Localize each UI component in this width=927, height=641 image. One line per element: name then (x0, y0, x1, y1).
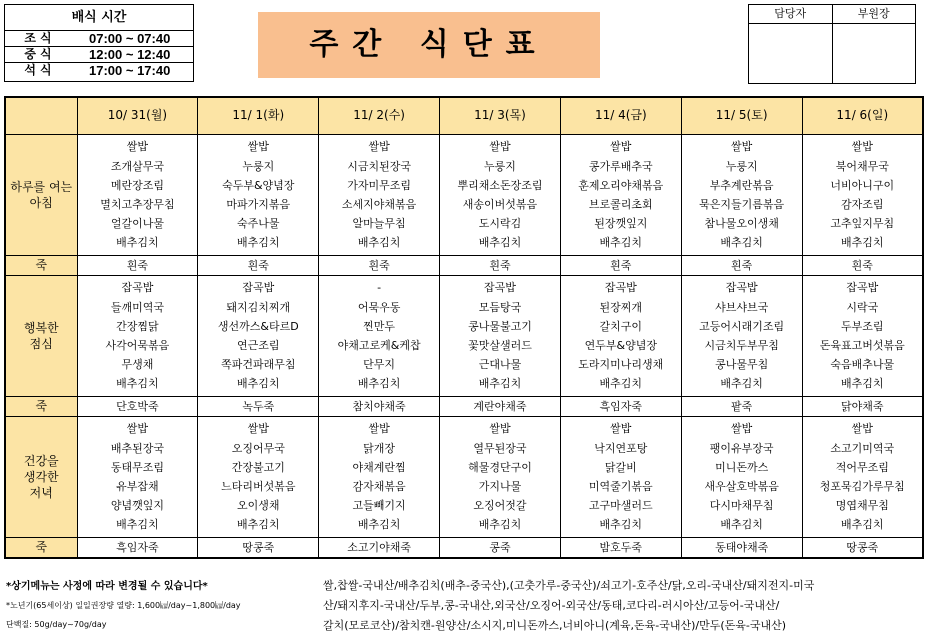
menu-item: 쌀밥 (368, 422, 390, 436)
menu-item: 오이생채 (237, 499, 280, 513)
porridge-cell: 흰죽 (319, 256, 440, 276)
menu-item: 부추계란볶음 (709, 178, 774, 192)
porridge-cell: 흰죽 (198, 256, 319, 276)
menu-item: 무생채 (121, 358, 154, 372)
menu-item: 훈제오리야채볶음 (578, 178, 664, 192)
day-header: 11/ 2(수) (319, 97, 440, 135)
menu-item: 배추김치 (841, 377, 884, 391)
menu-item: 배추김치 (237, 518, 280, 532)
menu-item: 쌀밥 (368, 140, 390, 154)
menu-item: 알마늘무침 (352, 217, 406, 231)
meal-label-line: 행복한 (23, 321, 59, 335)
menu-item: 배추김치 (478, 518, 522, 532)
porridge-row-dinner (5, 538, 923, 559)
menu-item: 쌀밥 (610, 422, 632, 436)
menu-item: 배추김치 (841, 236, 884, 250)
serving-time-box (4, 4, 194, 82)
menu-item: 닭개장 (363, 441, 396, 455)
porridge-cell: 흰죽 (560, 256, 681, 276)
menu-item: 꽃맛살샐러드 (468, 339, 532, 352)
menu-item: 동태무조림 (110, 460, 164, 474)
menu-item: 도라지미나리생채 (578, 358, 664, 372)
meal-label-line: 생각한 (23, 470, 59, 484)
menu-cell (560, 276, 681, 397)
menu-cell (319, 276, 440, 397)
menu-item: 샤브샤브국 (715, 300, 769, 314)
menu-item: 배추김치 (599, 377, 643, 391)
menu-item: 팽이유부장국 (709, 441, 774, 455)
menu-item: 메란장조림 (110, 178, 164, 192)
meal-row-dinner (5, 417, 923, 538)
menu-item: 느타리버섯볶음 (221, 480, 296, 493)
menu-item: 양념깻잎지 (110, 499, 164, 513)
porridge-cell: 흰죽 (440, 256, 561, 276)
menu-item: 유부잡채 (116, 480, 159, 493)
approval-header: 부원장 (833, 5, 916, 24)
weekly-menu-table (4, 96, 924, 559)
menu-item: 청포묵김가루무침 (819, 480, 905, 493)
menu-item: 낙지연포탕 (594, 441, 648, 455)
menu-item: 배추된장국 (110, 441, 164, 455)
meal-label (5, 135, 77, 256)
porridge-cell: 밤호두죽 (560, 538, 681, 559)
menu-item: 쌀밥 (731, 140, 753, 154)
meal-label-line: 건강을 (23, 454, 59, 468)
meal-label (5, 276, 77, 397)
day-header: 11/ 3(목) (440, 97, 561, 135)
meal-label-line: 하루를 여는 (10, 180, 73, 194)
menu-cell (802, 135, 923, 256)
porridge-cell: 닭야채죽 (802, 397, 923, 417)
porridge-cell: 흰죽 (77, 256, 198, 276)
menu-cell (198, 276, 319, 397)
protein-recommendation: 단백질: 50g/day~70g/day (6, 620, 107, 629)
menu-item: 소고기미역국 (830, 441, 895, 455)
menu-item: 시금치된장국 (347, 159, 411, 173)
menu-item: 배추김치 (841, 518, 884, 532)
menu-item: 간장찜닭 (116, 319, 159, 333)
menu-cell (77, 135, 198, 256)
menu-item: 브로콜리초회 (588, 198, 653, 211)
menu-item: 도시락김 (478, 217, 522, 231)
menu-item: 마파가지볶음 (226, 198, 291, 211)
menu-item: 뿌리채소돈장조림 (457, 178, 543, 192)
menu-cell (319, 417, 440, 538)
menu-item: 배추김치 (357, 518, 401, 532)
menu-item: 북어채무국 (835, 159, 889, 173)
menu-cell (440, 135, 561, 256)
menu-cell (319, 135, 440, 256)
menu-item: 조개살무국 (110, 159, 164, 173)
menu-item: 쌀밥 (851, 422, 873, 436)
serving-time-row-breakfast (5, 31, 193, 47)
menu-cell (198, 135, 319, 256)
serving-time-title: 배식 시간 (5, 5, 193, 31)
menu-item: 쌀밥 (610, 140, 632, 154)
menu-item: 배추김치 (720, 236, 763, 250)
menu-item: 배추김치 (599, 236, 643, 250)
menu-item: 잡곡밥 (725, 281, 758, 295)
origin-line: 산/돼지후지-국내산/두부,콩-국내산,외국산/오징어-외국산/동태,코다리-러시아산/고등어-국내산/ (323, 599, 780, 612)
menu-item: 된장깻잎지 (594, 217, 648, 231)
day-header: 11/ 6(일) (802, 97, 923, 135)
menu-item: 돈육표고버섯볶음 (819, 339, 905, 352)
menu-item: 배추김치 (720, 518, 763, 532)
day-header-row (5, 97, 923, 135)
menu-item: 쪽파건파래무침 (221, 358, 296, 372)
menu-item: 쌀밥 (851, 140, 873, 154)
approval-header: 담당자 (749, 5, 832, 24)
menu-item: 시금치두부무침 (704, 339, 779, 352)
porridge-cell: 흑임자죽 (77, 538, 198, 559)
menu-item: 다시마채무침 (709, 499, 774, 513)
meal-label (5, 417, 77, 538)
menu-cell (440, 417, 561, 538)
menu-item: 잡곡밥 (604, 281, 637, 295)
menu-item: 잡곡밥 (242, 281, 275, 295)
menu-item: 누룽지 (484, 159, 516, 173)
origin-line: 쌀,찹쌀-국내산/배추김치(배추-중국산),(고춧가루-중국산)/쇠고기-호주산/닭,오리-국내산/돼지전지-미국 (323, 579, 815, 592)
menu-item: 감자조림 (841, 198, 884, 211)
menu-item: 명엽채무침 (835, 499, 889, 513)
porridge-label: 죽 (5, 397, 77, 417)
menu-item: 새송이버섯볶음 (462, 198, 538, 211)
menu-item: 해물경단구이 (468, 460, 532, 474)
menu-item: 콩나물무침 (715, 358, 769, 372)
menu-item: 배추김치 (357, 377, 401, 391)
porridge-cell: 녹두죽 (198, 397, 319, 417)
porridge-cell: 팥죽 (681, 397, 802, 417)
menu-item: 쌀밥 (247, 422, 269, 436)
menu-item: 쌀밥 (126, 422, 149, 436)
menu-item: 된장찌개 (599, 300, 643, 314)
menu-item: 갈치구이 (599, 319, 643, 333)
menu-cell (802, 276, 923, 397)
menu-item: 닭갈비 (604, 460, 637, 474)
calorie-recommendation: *노년기(65세이상) 일일권장량 열량: 1,600㎉/day~1,800㎉/day (6, 601, 241, 610)
menu-item: 단무지 (363, 358, 396, 372)
menu-item: 배추김치 (478, 377, 522, 391)
menu-item: 사각어묵볶음 (105, 339, 170, 352)
menu-cell (77, 276, 198, 397)
menu-item: 미역줄기볶음 (588, 480, 653, 493)
menu-cell (681, 276, 802, 397)
menu-item: 찐만두 (363, 319, 396, 333)
menu-item: 간장불고기 (231, 460, 285, 474)
menu-item: 쌀밥 (489, 140, 511, 154)
menu-item: 참나물오이생채 (704, 217, 779, 231)
porridge-cell: 계란야채죽 (440, 397, 561, 417)
menu-cell (560, 417, 681, 538)
menu-change-notice: *상기메뉴는 사정에 따라 변경될 수 있습니다* (6, 581, 208, 592)
origin-line: 갈치(모로코산)/참치캔-원양산/소시지,미니돈까스,너비아니(계육,돈육-국내산)/만두(돈육-국내산) (323, 619, 787, 632)
menu-item: 감자채볶음 (352, 480, 406, 493)
day-header: 11/ 1(화) (198, 97, 319, 135)
approval-column (832, 5, 916, 83)
corner-cell (5, 97, 77, 135)
menu-item: 배추김치 (116, 236, 159, 250)
porridge-cell: 콩죽 (440, 538, 561, 559)
serving-time-value: 17:00 ~ 17:40 (89, 63, 171, 78)
menu-item: 배추김치 (116, 518, 159, 532)
day-header: 10/ 31(월) (77, 97, 198, 135)
menu-item: - (377, 281, 382, 295)
menu-item: 연두부&양념장 (584, 339, 657, 352)
menu-item: 너비아니구이 (830, 178, 895, 192)
menu-item: 고추잎지무침 (830, 217, 895, 231)
menu-item: 묵은지들기름볶음 (699, 198, 785, 211)
porridge-row-lunch (5, 397, 923, 417)
menu-item: 배추김치 (357, 236, 401, 250)
menu-item: 야채계란찜 (352, 460, 406, 474)
menu-item: 가지나물 (478, 480, 522, 493)
menu-item: 배추김치 (478, 236, 522, 250)
menu-item: 쌀밥 (126, 140, 149, 154)
menu-cell (560, 135, 681, 256)
porridge-cell: 흰죽 (681, 256, 802, 276)
menu-item: 돼지김치찌개 (226, 300, 291, 314)
meal-label-line: 아침 (29, 196, 53, 210)
approval-column (749, 5, 832, 83)
menu-item: 쌀밥 (489, 422, 511, 436)
meal-row-breakfast (5, 135, 923, 256)
menu-item: 근대나물 (478, 358, 522, 372)
menu-item: 열무된장국 (473, 441, 527, 455)
menu-item: 누룽지 (242, 159, 275, 173)
meal-row-lunch (5, 276, 923, 397)
menu-item: 배추김치 (720, 377, 763, 391)
meal-label-line: 저녁 (29, 486, 53, 500)
menu-cell (802, 417, 923, 538)
menu-item: 고들빼기지 (352, 499, 406, 513)
menu-item: 오징어젓갈 (473, 499, 527, 513)
porridge-cell: 참치야채죽 (319, 397, 440, 417)
menu-item: 쌀밥 (731, 422, 753, 436)
menu-item: 두부조림 (841, 319, 884, 333)
menu-item: 잡곡밥 (121, 281, 154, 295)
menu-item: 고구마샐러드 (588, 499, 653, 513)
menu-item: 얼갈이나물 (110, 217, 164, 231)
menu-item: 배추김치 (116, 377, 159, 391)
porridge-label: 죽 (5, 538, 77, 559)
day-header: 11/ 5(토) (681, 97, 802, 135)
menu-item: 적어무조림 (835, 460, 889, 474)
serving-time-row-dinner (5, 63, 193, 78)
porridge-cell: 땅콩죽 (802, 538, 923, 559)
menu-item: 소세지야채볶음 (341, 198, 417, 211)
serving-time-label: 중식 (24, 47, 56, 61)
menu-item: 콩가루배추국 (588, 159, 653, 173)
approval-signature-area[interactable] (749, 24, 832, 83)
menu-item: 시락국 (846, 300, 879, 314)
approval-signature-area[interactable] (833, 24, 916, 83)
porridge-cell: 동태야채죽 (681, 538, 802, 559)
porridge-cell: 흑임자죽 (560, 397, 681, 417)
approval-box (748, 4, 916, 84)
menu-item: 쌀밥 (247, 140, 269, 154)
menu-cell (77, 417, 198, 538)
menu-item: 멸치고추장무침 (100, 198, 175, 211)
serving-time-row-lunch (5, 47, 193, 63)
menu-item: 숙음배추나물 (830, 358, 895, 372)
menu-item: 오징어무국 (231, 441, 285, 455)
origin-info (323, 576, 923, 636)
page-title: 주간 식단표 (258, 12, 600, 78)
menu-item: 야채고로케&케찹 (337, 339, 421, 352)
porridge-cell: 땅콩죽 (198, 538, 319, 559)
porridge-cell: 흰죽 (802, 256, 923, 276)
serving-time-value: 07:00 ~ 07:40 (89, 31, 171, 46)
day-header: 11/ 4(금) (560, 97, 681, 135)
menu-item: 배추김치 (237, 236, 280, 250)
menu-item: 배추김치 (599, 518, 643, 532)
menu-item: 연근조림 (237, 339, 280, 352)
porridge-cell: 소고기야채죽 (319, 538, 440, 559)
meal-label-line: 점심 (29, 337, 53, 351)
menu-cell (440, 276, 561, 397)
porridge-label: 죽 (5, 256, 77, 276)
menu-item: 모듬탕국 (478, 300, 522, 314)
porridge-cell: 단호박죽 (77, 397, 198, 417)
menu-item: 숙주나물 (237, 217, 280, 231)
menu-item: 가자미무조림 (347, 178, 411, 192)
menu-item: 고등어시래기조림 (699, 319, 785, 333)
menu-item: 잡곡밥 (846, 281, 879, 295)
menu-cell (681, 417, 802, 538)
menu-item: 생선까스&타르D (217, 319, 299, 333)
menu-cell (681, 135, 802, 256)
menu-item: 누룽지 (725, 159, 758, 173)
serving-time-label: 조식 (24, 31, 56, 45)
menu-item: 잡곡밥 (484, 281, 516, 295)
serving-time-value: 12:00 ~ 12:40 (89, 47, 171, 62)
menu-item: 콩나물불고기 (468, 319, 532, 333)
menu-cell (198, 417, 319, 538)
menu-item: 미니돈까스 (715, 460, 769, 474)
serving-time-label: 석식 (24, 63, 56, 77)
menu-item: 들깨미역국 (110, 300, 164, 314)
menu-item: 새우살호박볶음 (704, 480, 779, 493)
porridge-row-breakfast (5, 256, 923, 276)
menu-item: 배추김치 (237, 377, 280, 391)
menu-item: 숙두부&양념장 (222, 178, 295, 192)
menu-item: 어묵우동 (357, 300, 401, 314)
